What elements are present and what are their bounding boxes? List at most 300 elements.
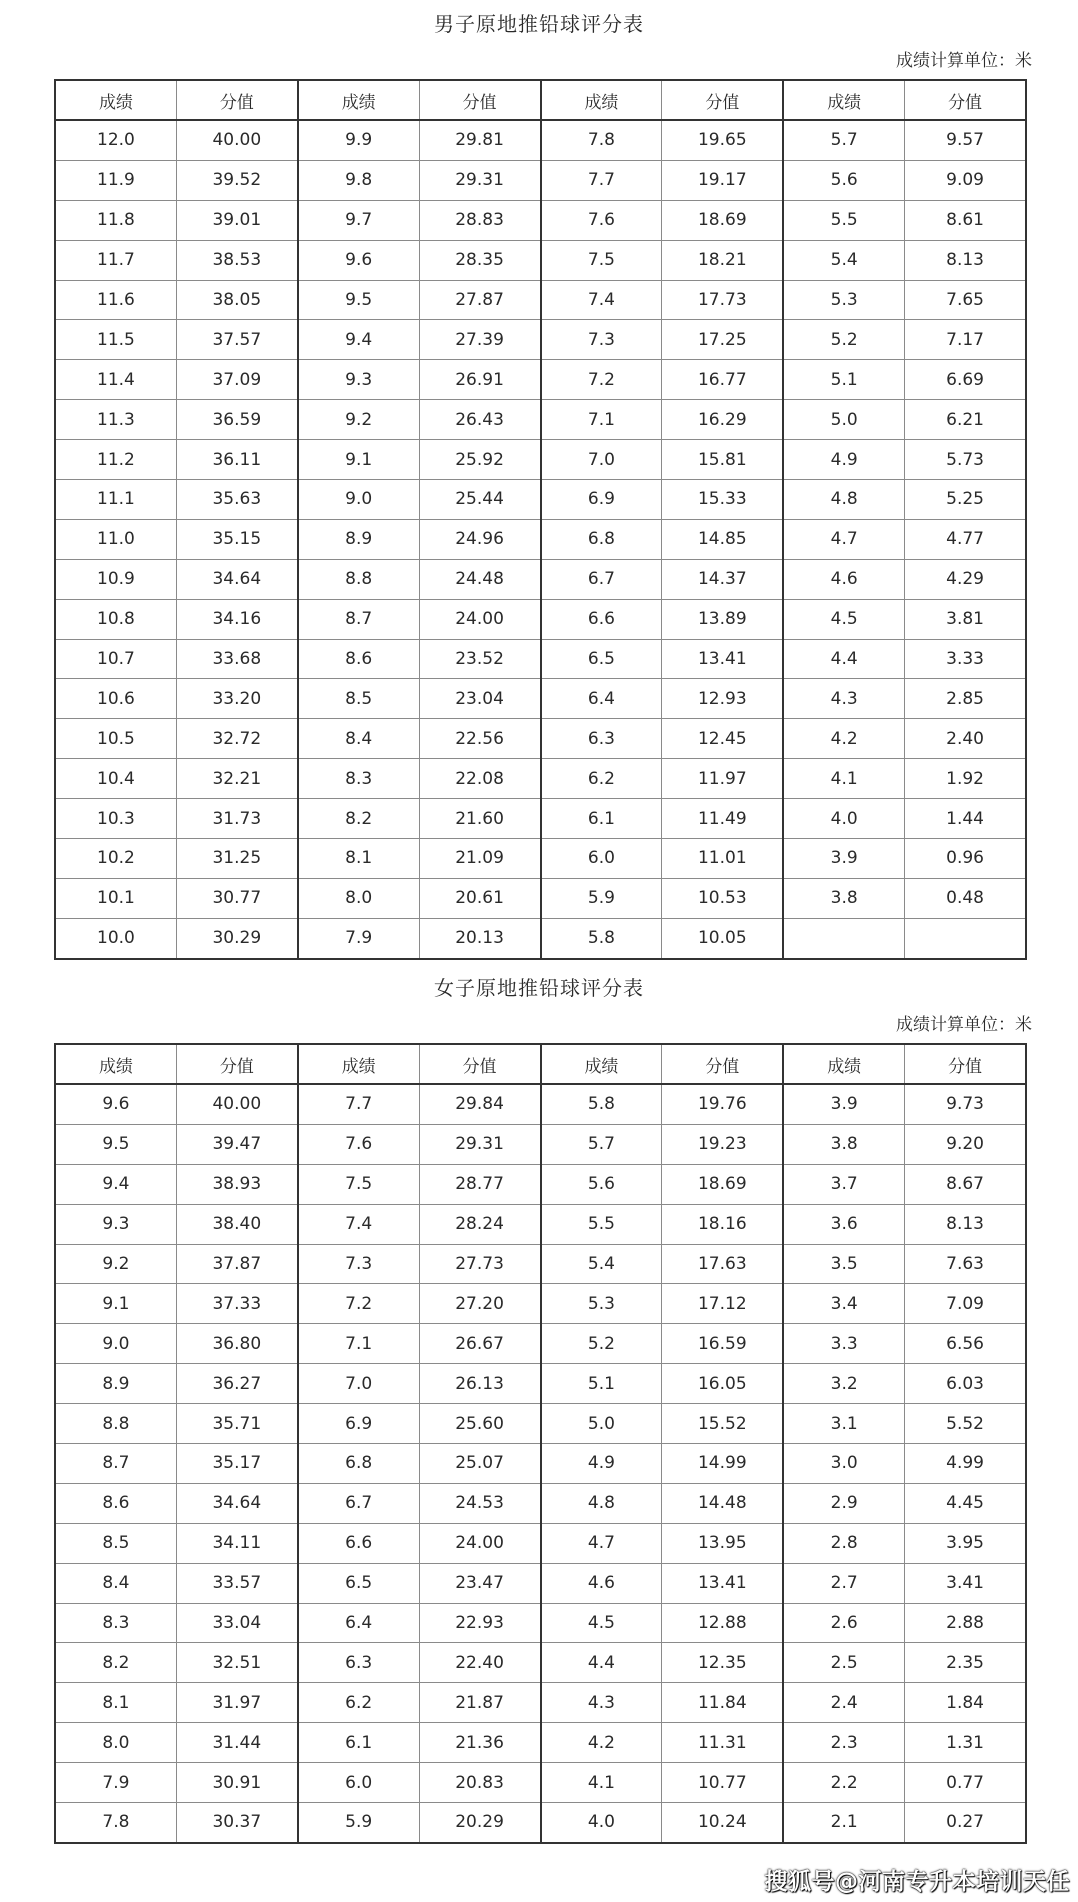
points-cell: 26.13	[419, 1364, 540, 1404]
points-cell: 16.05	[662, 1364, 783, 1404]
score-cell: 5.2	[541, 1324, 662, 1364]
score-cell: 8.5	[55, 1523, 176, 1563]
score-cell: 9.5	[55, 1124, 176, 1164]
score-cell: 6.9	[541, 480, 662, 520]
points-cell: 21.60	[419, 799, 540, 839]
points-cell: 31.97	[176, 1683, 297, 1723]
points-cell: 31.73	[176, 799, 297, 839]
score-cell: 2.9	[783, 1483, 904, 1523]
table-row	[55, 1244, 1026, 1284]
points-cell: 35.15	[176, 519, 297, 559]
points-cell: 11.84	[662, 1683, 783, 1723]
score-cell: 8.4	[298, 719, 419, 759]
score-cell: 8.6	[55, 1483, 176, 1523]
points-cell: 25.44	[419, 480, 540, 520]
score-cell: 4.3	[783, 679, 904, 719]
score-cell: 3.8	[783, 1124, 904, 1164]
table-row	[55, 1164, 1026, 1204]
score-cell: 10.3	[55, 799, 176, 839]
score-cell: 8.8	[298, 559, 419, 599]
score-cell: 8.9	[298, 519, 419, 559]
score-cell: 4.1	[541, 1763, 662, 1803]
column-header-points: 分值	[419, 80, 540, 120]
score-cell: 3.3	[783, 1324, 904, 1364]
points-cell: 31.44	[176, 1723, 297, 1763]
points-cell: 21.36	[419, 1723, 540, 1763]
score-cell: 9.6	[298, 240, 419, 280]
points-cell: 24.53	[419, 1483, 540, 1523]
points-cell: 28.35	[419, 240, 540, 280]
score-cell: 4.8	[783, 480, 904, 520]
score-cell: 7.9	[55, 1763, 176, 1803]
points-cell: 7.63	[905, 1244, 1026, 1284]
score-cell: 3.2	[783, 1364, 904, 1404]
score-cell: 5.8	[541, 918, 662, 958]
score-cell: 8.2	[298, 799, 419, 839]
points-cell: 36.27	[176, 1364, 297, 1404]
score-cell: 3.9	[783, 839, 904, 879]
table-row	[55, 559, 1026, 599]
score-cell: 4.2	[783, 719, 904, 759]
score-cell: 3.1	[783, 1404, 904, 1444]
points-cell: 30.77	[176, 878, 297, 918]
score-cell	[783, 918, 904, 958]
points-cell: 18.16	[662, 1204, 783, 1244]
women-table-title: 女子原地推铅球评分表	[434, 976, 644, 1000]
column-header-score: 成绩	[541, 80, 662, 120]
points-cell: 4.99	[905, 1444, 1026, 1484]
points-cell: 26.67	[419, 1324, 540, 1364]
score-cell: 8.1	[55, 1683, 176, 1723]
points-cell: 38.40	[176, 1204, 297, 1244]
score-cell: 9.5	[298, 280, 419, 320]
score-cell: 6.8	[298, 1444, 419, 1484]
score-cell: 9.0	[298, 480, 419, 520]
table-row	[55, 400, 1026, 440]
points-cell: 30.29	[176, 918, 297, 958]
score-cell: 9.3	[298, 360, 419, 400]
points-cell: 4.77	[905, 519, 1026, 559]
points-cell: 36.80	[176, 1324, 297, 1364]
score-cell: 7.4	[541, 280, 662, 320]
points-cell: 25.07	[419, 1444, 540, 1484]
points-cell: 18.69	[662, 200, 783, 240]
points-cell: 12.45	[662, 719, 783, 759]
score-cell: 5.0	[541, 1404, 662, 1444]
score-cell: 4.5	[541, 1603, 662, 1643]
score-cell: 9.4	[298, 320, 419, 360]
points-cell: 1.84	[905, 1683, 1026, 1723]
points-cell: 12.88	[662, 1603, 783, 1643]
points-cell: 0.27	[905, 1803, 1026, 1843]
points-cell: 1.92	[905, 759, 1026, 799]
points-cell: 3.95	[905, 1523, 1026, 1563]
score-cell: 3.7	[783, 1164, 904, 1204]
score-cell: 11.2	[55, 440, 176, 480]
points-cell: 19.23	[662, 1124, 783, 1164]
points-cell: 15.33	[662, 480, 783, 520]
column-header-score: 成绩	[55, 1044, 176, 1084]
points-cell: 12.93	[662, 679, 783, 719]
column-header-score: 成绩	[541, 1044, 662, 1084]
score-cell: 9.8	[298, 160, 419, 200]
table-row	[55, 1763, 1026, 1803]
points-cell: 7.09	[905, 1284, 1026, 1324]
score-cell: 5.7	[541, 1124, 662, 1164]
score-cell: 11.5	[55, 320, 176, 360]
score-cell: 6.4	[541, 679, 662, 719]
score-cell: 7.4	[298, 1204, 419, 1244]
score-cell: 4.9	[783, 440, 904, 480]
score-cell: 5.6	[541, 1164, 662, 1204]
table-row	[55, 240, 1026, 280]
points-cell: 37.87	[176, 1244, 297, 1284]
score-cell: 5.1	[783, 360, 904, 400]
score-cell: 4.6	[783, 559, 904, 599]
points-cell: 35.63	[176, 480, 297, 520]
table-row	[55, 1483, 1026, 1523]
score-cell: 5.5	[783, 200, 904, 240]
table-row	[55, 1124, 1026, 1164]
table-row	[55, 160, 1026, 200]
points-cell: 16.29	[662, 400, 783, 440]
points-cell: 33.20	[176, 679, 297, 719]
points-cell: 32.51	[176, 1643, 297, 1683]
score-cell: 3.5	[783, 1244, 904, 1284]
score-cell: 4.2	[541, 1723, 662, 1763]
points-cell: 38.53	[176, 240, 297, 280]
points-cell: 33.57	[176, 1563, 297, 1603]
points-cell: 22.56	[419, 719, 540, 759]
points-cell: 34.64	[176, 559, 297, 599]
points-cell: 30.91	[176, 1763, 297, 1803]
table-row	[55, 1084, 1026, 1124]
points-cell: 27.39	[419, 320, 540, 360]
points-cell: 33.04	[176, 1603, 297, 1643]
points-cell: 9.09	[905, 160, 1026, 200]
score-cell: 8.9	[55, 1364, 176, 1404]
column-header-points: 分值	[176, 80, 297, 120]
points-cell: 20.61	[419, 878, 540, 918]
score-cell: 7.7	[541, 160, 662, 200]
women-unit-note: 成绩计算单位：米	[896, 1015, 1032, 1035]
score-cell: 6.5	[541, 639, 662, 679]
points-cell: 29.31	[419, 1124, 540, 1164]
points-cell: 19.65	[662, 120, 783, 160]
points-cell: 39.52	[176, 160, 297, 200]
points-cell: 21.09	[419, 839, 540, 879]
points-cell: 1.44	[905, 799, 1026, 839]
score-cell: 4.6	[541, 1563, 662, 1603]
points-cell: 21.87	[419, 1683, 540, 1723]
score-cell: 5.9	[298, 1803, 419, 1843]
table-row	[55, 759, 1026, 799]
table-row	[55, 1563, 1026, 1603]
score-cell: 10.9	[55, 559, 176, 599]
score-cell: 9.3	[55, 1204, 176, 1244]
score-cell: 4.7	[541, 1523, 662, 1563]
points-cell: 6.03	[905, 1364, 1026, 1404]
points-cell: 15.81	[662, 440, 783, 480]
score-cell: 6.8	[541, 519, 662, 559]
points-cell: 16.59	[662, 1324, 783, 1364]
points-cell: 10.53	[662, 878, 783, 918]
score-cell: 9.2	[298, 400, 419, 440]
score-cell: 6.2	[541, 759, 662, 799]
score-cell: 9.9	[298, 120, 419, 160]
score-cell: 7.2	[541, 360, 662, 400]
score-cell: 6.6	[298, 1523, 419, 1563]
score-cell: 7.8	[541, 120, 662, 160]
score-cell: 11.8	[55, 200, 176, 240]
score-cell: 7.9	[298, 918, 419, 958]
score-cell: 8.8	[55, 1404, 176, 1444]
points-cell: 4.45	[905, 1483, 1026, 1523]
points-cell: 24.00	[419, 1523, 540, 1563]
score-cell: 5.0	[783, 400, 904, 440]
points-cell	[905, 918, 1026, 958]
score-cell: 4.3	[541, 1683, 662, 1723]
points-cell: 20.29	[419, 1803, 540, 1843]
score-cell: 9.6	[55, 1084, 176, 1124]
points-cell: 5.52	[905, 1404, 1026, 1444]
points-cell: 40.00	[176, 1084, 297, 1124]
points-cell: 9.20	[905, 1124, 1026, 1164]
points-cell: 28.24	[419, 1204, 540, 1244]
points-cell: 39.47	[176, 1124, 297, 1164]
men-table-title: 男子原地推铅球评分表	[434, 12, 644, 36]
table-row	[55, 440, 1026, 480]
score-cell: 10.1	[55, 878, 176, 918]
points-cell: 14.48	[662, 1483, 783, 1523]
score-cell: 7.0	[541, 440, 662, 480]
points-cell: 4.29	[905, 559, 1026, 599]
women-header-row	[55, 1044, 1026, 1084]
score-cell: 4.1	[783, 759, 904, 799]
table-row	[55, 480, 1026, 520]
score-cell: 10.8	[55, 599, 176, 639]
points-cell: 28.77	[419, 1164, 540, 1204]
score-cell: 7.0	[298, 1364, 419, 1404]
table-row	[55, 719, 1026, 759]
points-cell: 6.56	[905, 1324, 1026, 1364]
points-cell: 22.93	[419, 1603, 540, 1643]
score-cell: 11.7	[55, 240, 176, 280]
score-cell: 11.0	[55, 519, 176, 559]
points-cell: 38.05	[176, 280, 297, 320]
points-cell: 17.12	[662, 1284, 783, 1324]
column-header-points: 分值	[662, 1044, 783, 1084]
points-cell: 23.52	[419, 639, 540, 679]
table-row	[55, 1683, 1026, 1723]
score-cell: 7.7	[298, 1084, 419, 1124]
column-header-points: 分值	[662, 80, 783, 120]
points-cell: 24.96	[419, 519, 540, 559]
score-cell: 5.9	[541, 878, 662, 918]
score-cell: 8.0	[55, 1723, 176, 1763]
points-cell: 25.92	[419, 440, 540, 480]
points-cell: 3.41	[905, 1563, 1026, 1603]
table-row	[55, 1603, 1026, 1643]
table-row	[55, 1284, 1026, 1324]
column-header-score: 成绩	[298, 1044, 419, 1084]
table-row	[55, 679, 1026, 719]
score-cell: 6.3	[298, 1643, 419, 1683]
score-cell: 7.6	[298, 1124, 419, 1164]
score-cell: 3.0	[783, 1444, 904, 1484]
points-cell: 33.68	[176, 639, 297, 679]
points-cell: 13.95	[662, 1523, 783, 1563]
score-cell: 10.5	[55, 719, 176, 759]
score-cell: 10.6	[55, 679, 176, 719]
score-cell: 7.2	[298, 1284, 419, 1324]
score-cell: 3.9	[783, 1084, 904, 1124]
points-cell: 31.25	[176, 839, 297, 879]
score-cell: 11.4	[55, 360, 176, 400]
points-cell: 39.01	[176, 200, 297, 240]
column-header-points: 分值	[905, 1044, 1026, 1084]
men-unit-note: 成绩计算单位：米	[896, 51, 1032, 71]
table-row	[55, 200, 1026, 240]
score-cell: 7.1	[541, 400, 662, 440]
points-cell: 35.71	[176, 1404, 297, 1444]
points-cell: 14.85	[662, 519, 783, 559]
score-cell: 11.9	[55, 160, 176, 200]
points-cell: 16.77	[662, 360, 783, 400]
points-cell: 22.08	[419, 759, 540, 799]
points-cell: 8.61	[905, 200, 1026, 240]
score-cell: 5.5	[541, 1204, 662, 1244]
score-cell: 2.7	[783, 1563, 904, 1603]
points-cell: 6.21	[905, 400, 1026, 440]
points-cell: 20.83	[419, 1763, 540, 1803]
score-cell: 2.4	[783, 1683, 904, 1723]
points-cell: 27.87	[419, 280, 540, 320]
score-cell: 6.3	[541, 719, 662, 759]
points-cell: 37.33	[176, 1284, 297, 1324]
points-cell: 14.99	[662, 1444, 783, 1484]
points-cell: 0.96	[905, 839, 1026, 879]
score-cell: 3.4	[783, 1284, 904, 1324]
table-row	[55, 1324, 1026, 1364]
table-row	[55, 120, 1026, 160]
points-cell: 11.31	[662, 1723, 783, 1763]
score-cell: 4.5	[783, 599, 904, 639]
points-cell: 27.20	[419, 1284, 540, 1324]
points-cell: 40.00	[176, 120, 297, 160]
points-cell: 17.25	[662, 320, 783, 360]
points-cell: 6.69	[905, 360, 1026, 400]
source-watermark: 搜狐号@河南专升本培训天任	[764, 1869, 1070, 1895]
points-cell: 36.59	[176, 400, 297, 440]
points-cell: 29.84	[419, 1084, 540, 1124]
women-score-table	[54, 1043, 1027, 1844]
table-row	[55, 878, 1026, 918]
points-cell: 13.41	[662, 1563, 783, 1603]
table-row	[55, 639, 1026, 679]
score-cell: 7.5	[541, 240, 662, 280]
table-row	[55, 1803, 1026, 1843]
table-row	[55, 519, 1026, 559]
points-cell: 32.21	[176, 759, 297, 799]
table-row	[55, 1364, 1026, 1404]
table-row	[55, 1643, 1026, 1683]
points-cell: 8.13	[905, 240, 1026, 280]
score-cell: 6.7	[298, 1483, 419, 1523]
points-cell: 13.41	[662, 639, 783, 679]
points-cell: 17.63	[662, 1244, 783, 1284]
score-cell: 5.2	[783, 320, 904, 360]
score-cell: 9.4	[55, 1164, 176, 1204]
points-cell: 38.93	[176, 1164, 297, 1204]
table-row	[55, 280, 1026, 320]
table-row	[55, 1444, 1026, 1484]
points-cell: 25.60	[419, 1404, 540, 1444]
points-cell: 37.09	[176, 360, 297, 400]
score-cell: 4.7	[783, 519, 904, 559]
score-cell: 8.0	[298, 878, 419, 918]
score-cell: 2.8	[783, 1523, 904, 1563]
points-cell: 7.65	[905, 280, 1026, 320]
table-row	[55, 599, 1026, 639]
column-header-points: 分值	[419, 1044, 540, 1084]
points-cell: 32.72	[176, 719, 297, 759]
points-cell: 11.49	[662, 799, 783, 839]
points-cell: 15.52	[662, 1404, 783, 1444]
points-cell: 2.35	[905, 1643, 1026, 1683]
score-cell: 6.2	[298, 1683, 419, 1723]
score-cell: 6.1	[541, 799, 662, 839]
column-header-score: 成绩	[783, 1044, 904, 1084]
score-cell: 10.7	[55, 639, 176, 679]
points-cell: 24.00	[419, 599, 540, 639]
score-cell: 7.6	[541, 200, 662, 240]
score-cell: 9.0	[55, 1324, 176, 1364]
points-cell: 10.77	[662, 1763, 783, 1803]
score-cell: 4.4	[783, 639, 904, 679]
points-cell: 23.04	[419, 679, 540, 719]
points-cell: 11.97	[662, 759, 783, 799]
score-cell: 12.0	[55, 120, 176, 160]
score-cell: 10.0	[55, 918, 176, 958]
table-row	[55, 918, 1026, 958]
score-cell: 5.4	[783, 240, 904, 280]
score-cell: 8.4	[55, 1563, 176, 1603]
points-cell: 18.69	[662, 1164, 783, 1204]
score-cell: 10.4	[55, 759, 176, 799]
points-cell: 36.11	[176, 440, 297, 480]
points-cell: 0.48	[905, 878, 1026, 918]
score-cell: 7.3	[541, 320, 662, 360]
score-cell: 5.7	[783, 120, 904, 160]
points-cell: 34.11	[176, 1523, 297, 1563]
points-cell: 29.81	[419, 120, 540, 160]
points-cell: 0.77	[905, 1763, 1026, 1803]
men-header-row	[55, 80, 1026, 120]
column-header-score: 成绩	[783, 80, 904, 120]
score-cell: 5.8	[541, 1084, 662, 1124]
score-cell: 6.0	[541, 839, 662, 879]
score-cell: 11.1	[55, 480, 176, 520]
score-cell: 8.6	[298, 639, 419, 679]
points-cell: 13.89	[662, 599, 783, 639]
points-cell: 3.81	[905, 599, 1026, 639]
column-header-points: 分值	[905, 80, 1026, 120]
points-cell: 3.33	[905, 639, 1026, 679]
points-cell: 9.57	[905, 120, 1026, 160]
table-row	[55, 1204, 1026, 1244]
score-cell: 7.5	[298, 1164, 419, 1204]
